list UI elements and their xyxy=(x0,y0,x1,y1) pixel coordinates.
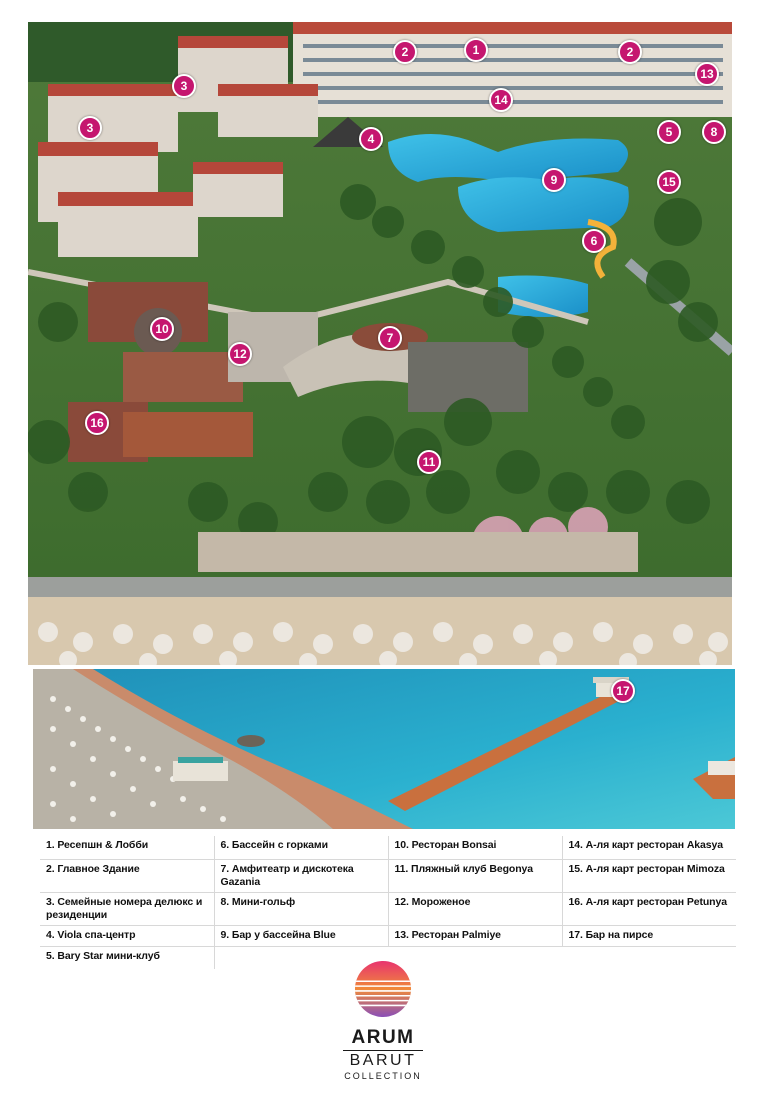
legend-item: 14. А-ля карт ресторан Akasya xyxy=(562,836,736,860)
map-marker-1[interactable]: 1 xyxy=(464,38,488,62)
resort-aerial-map xyxy=(28,22,732,665)
map-marker-8[interactable]: 8 xyxy=(702,120,726,144)
legend-item: 13. Ресторан Palmiye xyxy=(388,926,562,947)
map-marker-11[interactable]: 11 xyxy=(417,450,441,474)
brand-name: ARUM xyxy=(351,1027,415,1048)
legend-item: 10. Ресторан Bonsai xyxy=(388,836,562,860)
map-marker-14[interactable]: 14 xyxy=(489,88,513,112)
map-marker-5[interactable]: 5 xyxy=(657,120,681,144)
map-marker-16[interactable]: 16 xyxy=(85,411,109,435)
legend-item: 8. Мини-гольф xyxy=(214,893,388,926)
legend-item: 3. Семейные номера делюкс и резиденции xyxy=(40,893,214,926)
legend-item: 17. Бар на пирсе xyxy=(562,926,736,947)
legend-item: 16. А-ля карт ресторан Petunya xyxy=(562,893,736,926)
map-marker-3b[interactable]: 3 xyxy=(78,116,102,140)
brand-tagline: COLLECTION xyxy=(344,1071,422,1081)
legend-item: 4. Viola спа-центр xyxy=(40,926,214,947)
beach-pier-photo xyxy=(33,669,735,829)
sun-emblem-icon xyxy=(354,960,412,1018)
legend-item: 2. Главное Здание xyxy=(40,860,214,893)
brand-logo xyxy=(333,960,433,1081)
map-marker-7[interactable]: 7 xyxy=(378,326,402,350)
map-marker-6[interactable]: 6 xyxy=(582,229,606,253)
legend-item: 12. Мороженое xyxy=(388,893,562,926)
map-marker-12[interactable]: 12 xyxy=(228,342,252,366)
legend-item: 6. Бассейн с горками xyxy=(214,836,388,860)
brand-subtitle: BARUT xyxy=(343,1050,423,1069)
legend-item: 11. Пляжный клуб Begonya xyxy=(388,860,562,893)
legend-item: 7. Амфитеатр и дискотека Gazania xyxy=(214,860,388,893)
legend-empty-cell xyxy=(562,947,736,970)
map-marker-2[interactable]: 2 xyxy=(393,40,417,64)
map-marker-15[interactable]: 15 xyxy=(657,170,681,194)
map-marker-10[interactable]: 10 xyxy=(150,317,174,341)
legend-item: 15. А-ля карт ресторан Mimoza xyxy=(562,860,736,893)
map-marker-13[interactable]: 13 xyxy=(695,62,719,86)
map-marker-9[interactable]: 9 xyxy=(542,168,566,192)
legend-item: 9. Бар у бассейна Blue xyxy=(214,926,388,947)
map-marker-17[interactable]: 17 xyxy=(611,679,635,703)
legend-item: 1. Ресепшн & Лобби xyxy=(40,836,214,860)
map-marker-3[interactable]: 3 xyxy=(172,74,196,98)
map-marker-4[interactable]: 4 xyxy=(359,127,383,151)
map-marker-2b[interactable]: 2 xyxy=(618,40,642,64)
legend-table xyxy=(40,836,736,969)
legend-item: 5. Bary Star мини-клуб xyxy=(40,947,214,970)
